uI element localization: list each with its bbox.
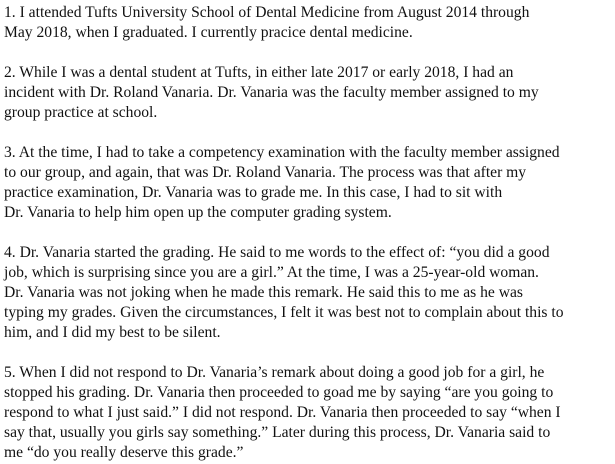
paragraph-4-line-5: him, and I did my best to be silent.	[4, 324, 221, 341]
paragraph-2-line-3: group practice at school.	[4, 104, 158, 121]
paragraph-2-line-2: incident with Dr. Roland Vanaria. Dr. Vanaria was the faculty member assigned to my	[4, 84, 539, 101]
paragraph-3-line-1: 3. At the time, I had to take a competency examination with the faculty member assigned	[4, 144, 560, 161]
paragraph-3-line-3: practice examination, Dr. Vanaria was to grade me. In this case, I had to sit with	[4, 184, 503, 201]
paragraph-1	[4, 3, 609, 43]
paragraph-1-line-2: May 2018, when I graduated. I currently pracice dental medicine.	[4, 24, 413, 41]
paragraph-4-line-1: 4. Dr. Vanaria started the grading. He said to me words to the effect of: “you did a good	[4, 244, 550, 261]
paragraph-2-line-1: 2. While I was a dental student at Tufts, in either late 2017 or early 2018, I had an	[4, 64, 514, 81]
paragraph-3	[4, 143, 609, 223]
paragraph-5-line-5: me “do you really deserve this grade.”	[4, 444, 244, 461]
paragraph-5-line-3: respond to what I just said.” I did not respond. Dr. Vanaria then proceeded to say “when I	[4, 404, 561, 421]
paragraph-5	[4, 363, 609, 463]
paragraph-2	[4, 63, 609, 123]
paragraph-1-line-1: 1. I attended Tufts University School of Dental Medicine from August 2014 through	[4, 4, 530, 21]
paragraph-3-line-4: Dr. Vanaria to help him open up the computer grading system.	[4, 204, 392, 221]
paragraph-5-line-2: stopped his grading. Dr. Vanaria then proceeded to goad me by saying “are you going to	[4, 384, 554, 401]
paragraph-5-line-4: say that, usually you girls say something.” Later during this process, Dr. Vanaria said to	[4, 424, 551, 441]
paragraph-4-line-4: typing my grades. Given the circumstances, I felt it was best not to complain about this to	[4, 304, 564, 321]
paragraph-4	[4, 243, 609, 343]
paragraph-5-line-1: 5. When I did not respond to Dr. Vanaria’s remark about doing a good job for a girl, he	[4, 364, 545, 381]
paragraph-4-line-2: job, which is surprising since you are a girl.” At the time, I was a 25-year-old woman.	[4, 264, 539, 281]
paragraph-3-line-2: to our group, and again, that was Dr. Roland Vanaria. The process was that after my	[4, 164, 527, 181]
paragraph-4-line-3: Dr. Vanaria was not joking when he made this remark. He said this to me as he was	[4, 284, 523, 301]
